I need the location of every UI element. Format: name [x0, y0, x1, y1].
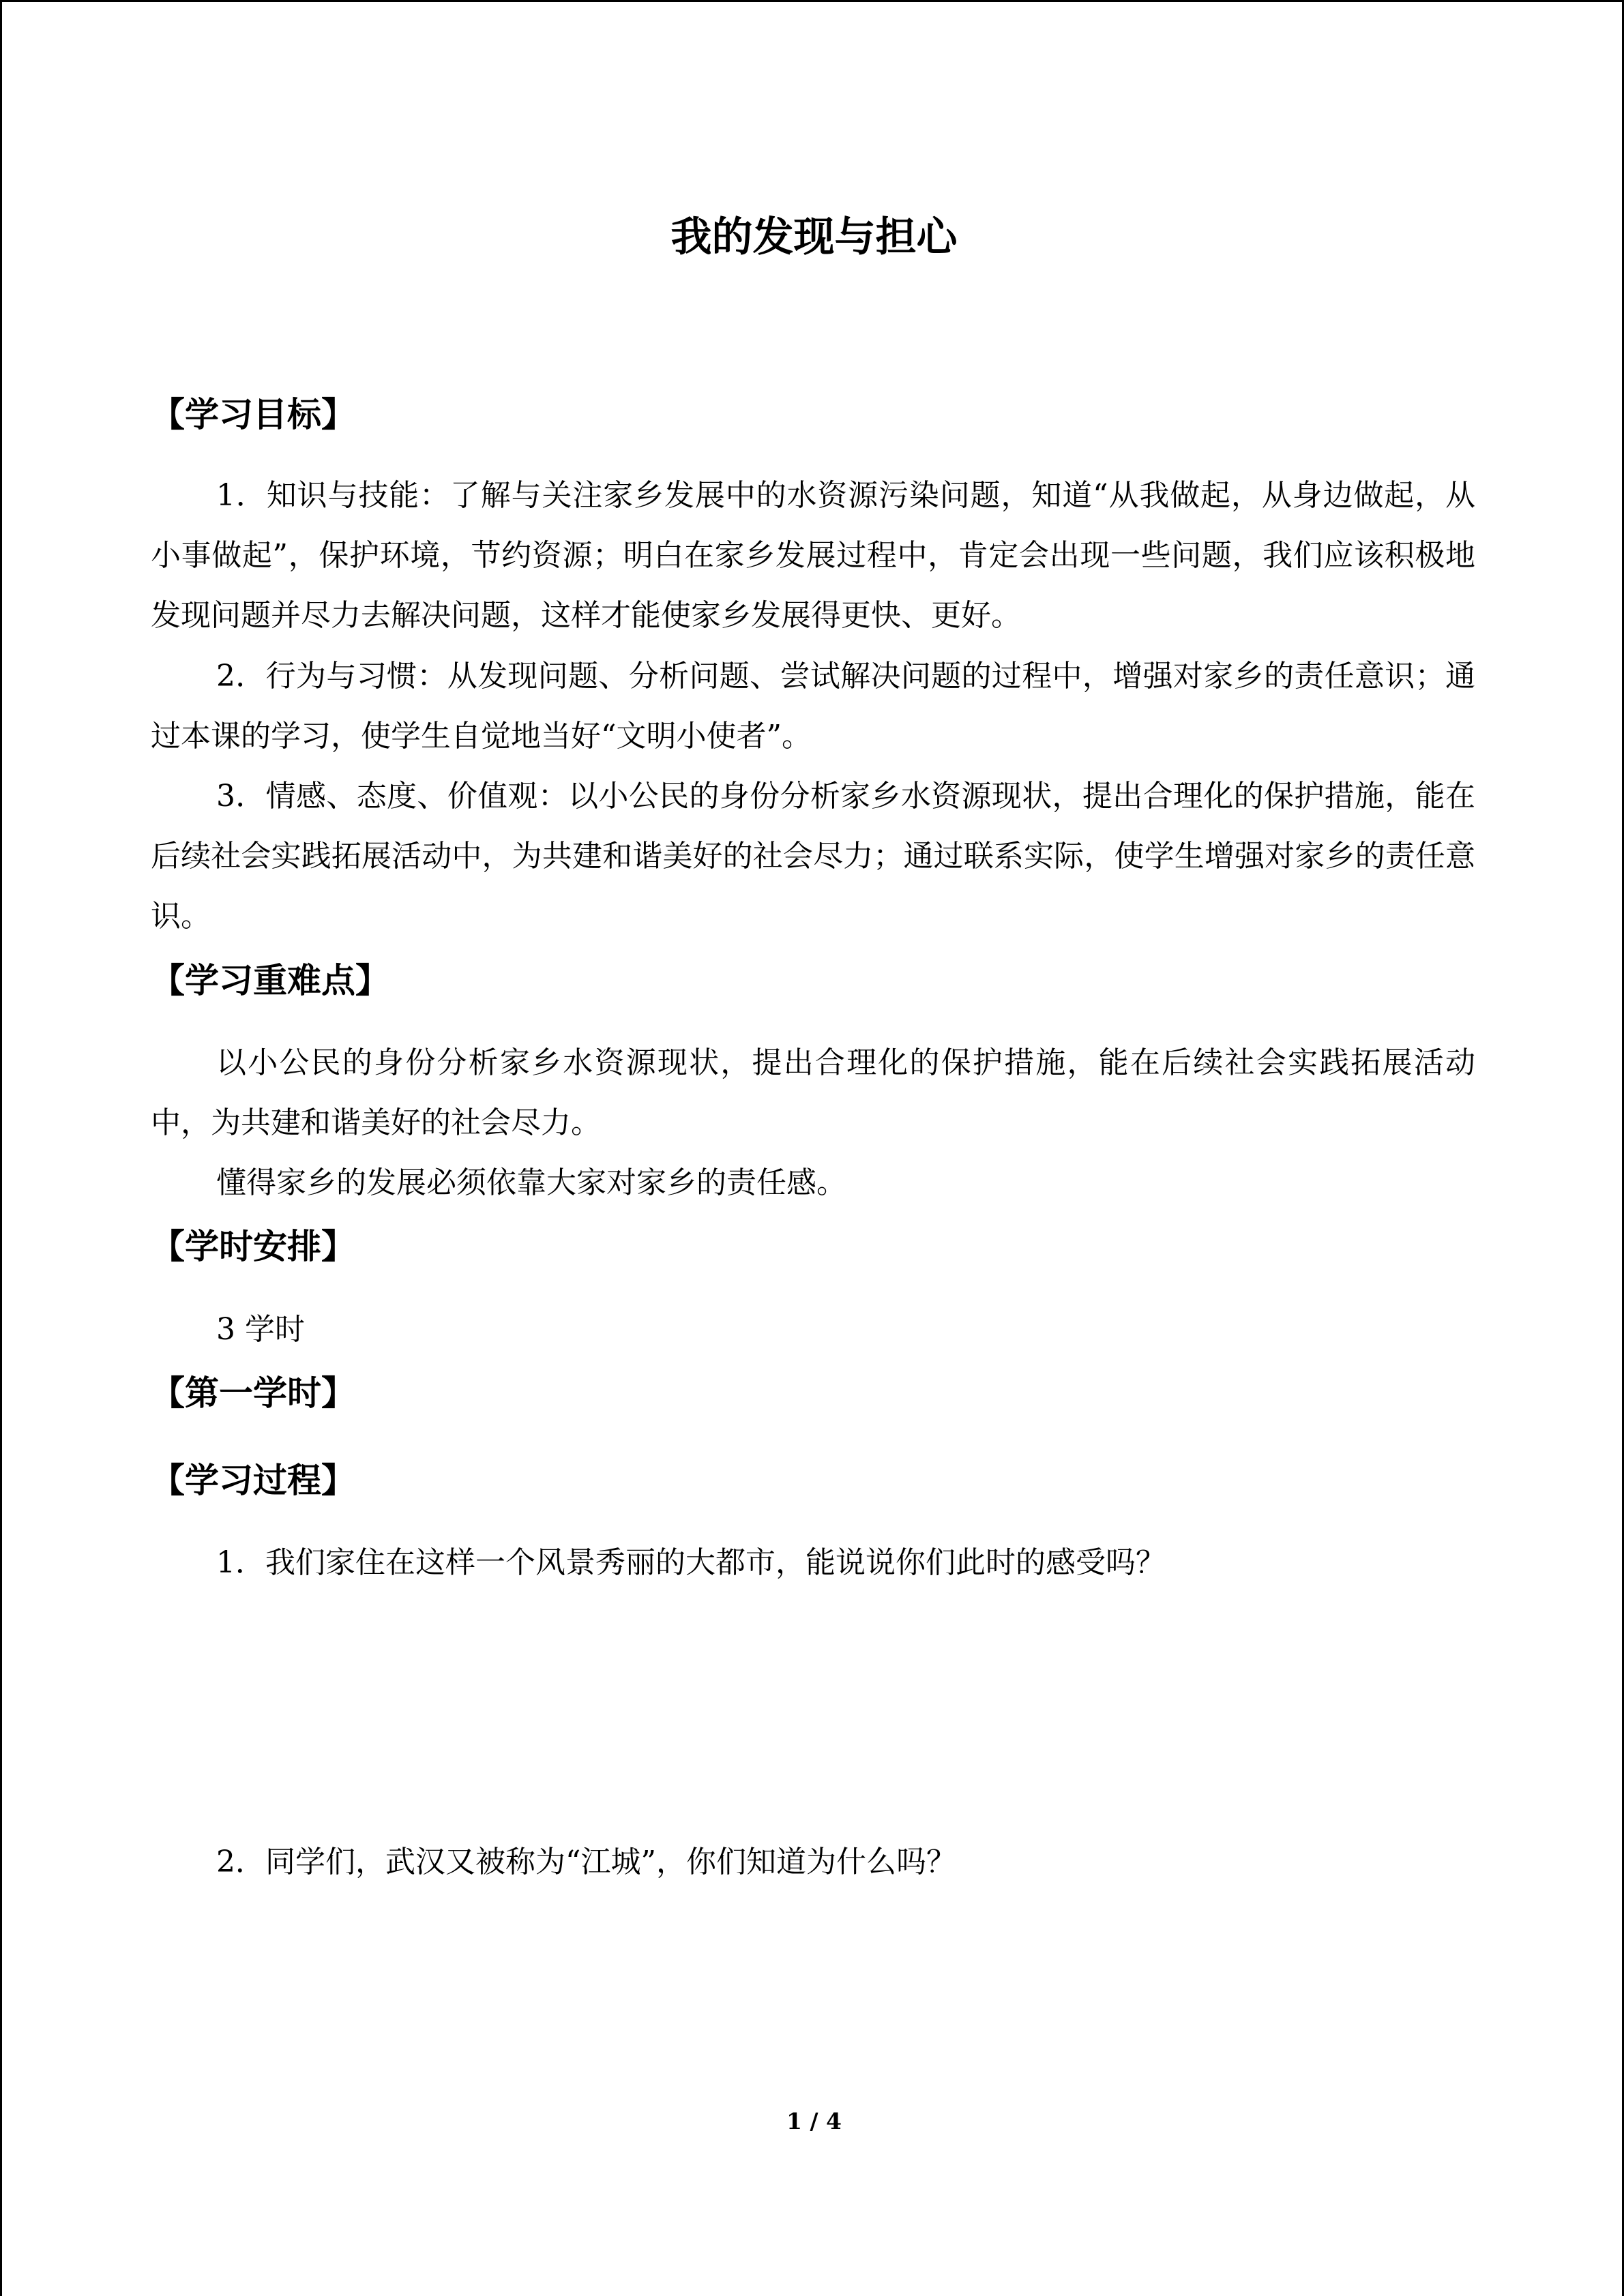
page-indicator: 1 / 4 — [786, 2108, 842, 2134]
document-title: 我的发现与担心 — [670, 213, 958, 261]
key-points-heading: 【学习重难点】 — [151, 961, 389, 1000]
key-point-item-1: 以小公民的身份分析家乡水资源现状，提出合理化的保护措施，能在后续社会实践拓展活动中，为共建和谐美好的社会尽力。 — [151, 1045, 1475, 1140]
key-point-item-2: 懂得家乡的发展必须依靠大家对家乡的责任感。 — [216, 1165, 846, 1200]
objective-item-3: 3．情感、态度、价值观：以小公民的身份分析家乡水资源现状，提出合理化的保护措施，能在后续社会实践拓展活动中，为共建和谐美好的社会尽力；通过联系实际，使学生增强对家乡的责任意识。 — [151, 779, 1475, 934]
objective-item-2: 2．行为与习惯：从发现问题、分析问题、尝试解决问题的过程中，增强对家乡的责任意识；通过本课的学习，使学生自觉地当好“文明小使者”。 — [151, 659, 1475, 754]
process-question-1: 1．我们家住在这样一个风景秀丽的大都市，能说说你们此时的感受吗？ — [216, 1545, 1166, 1580]
process-question-2: 2．同学们，武汉又被称为“江城”，你们知道为什么吗？ — [216, 1845, 956, 1879]
process-heading: 【学习过程】 — [151, 1461, 355, 1500]
objectives-heading: 【学习目标】 — [151, 395, 355, 434]
schedule-heading: 【学时安排】 — [151, 1227, 355, 1266]
objective-item-1: 1．知识与技能：了解与关注家乡发展中的水资源污染问题，知道“从我做起，从身边做起，从小事做起”，保护环境，节约资源；明白在家乡发展过程中，肯定会出现一些问题，我们应该积极地发现问题并尽力去解决问题，这样才能使家乡发展得更快、更好。 — [151, 478, 1475, 633]
first-period-heading: 【第一学时】 — [151, 1373, 355, 1413]
schedule-text: 3 学时 — [216, 1312, 305, 1347]
